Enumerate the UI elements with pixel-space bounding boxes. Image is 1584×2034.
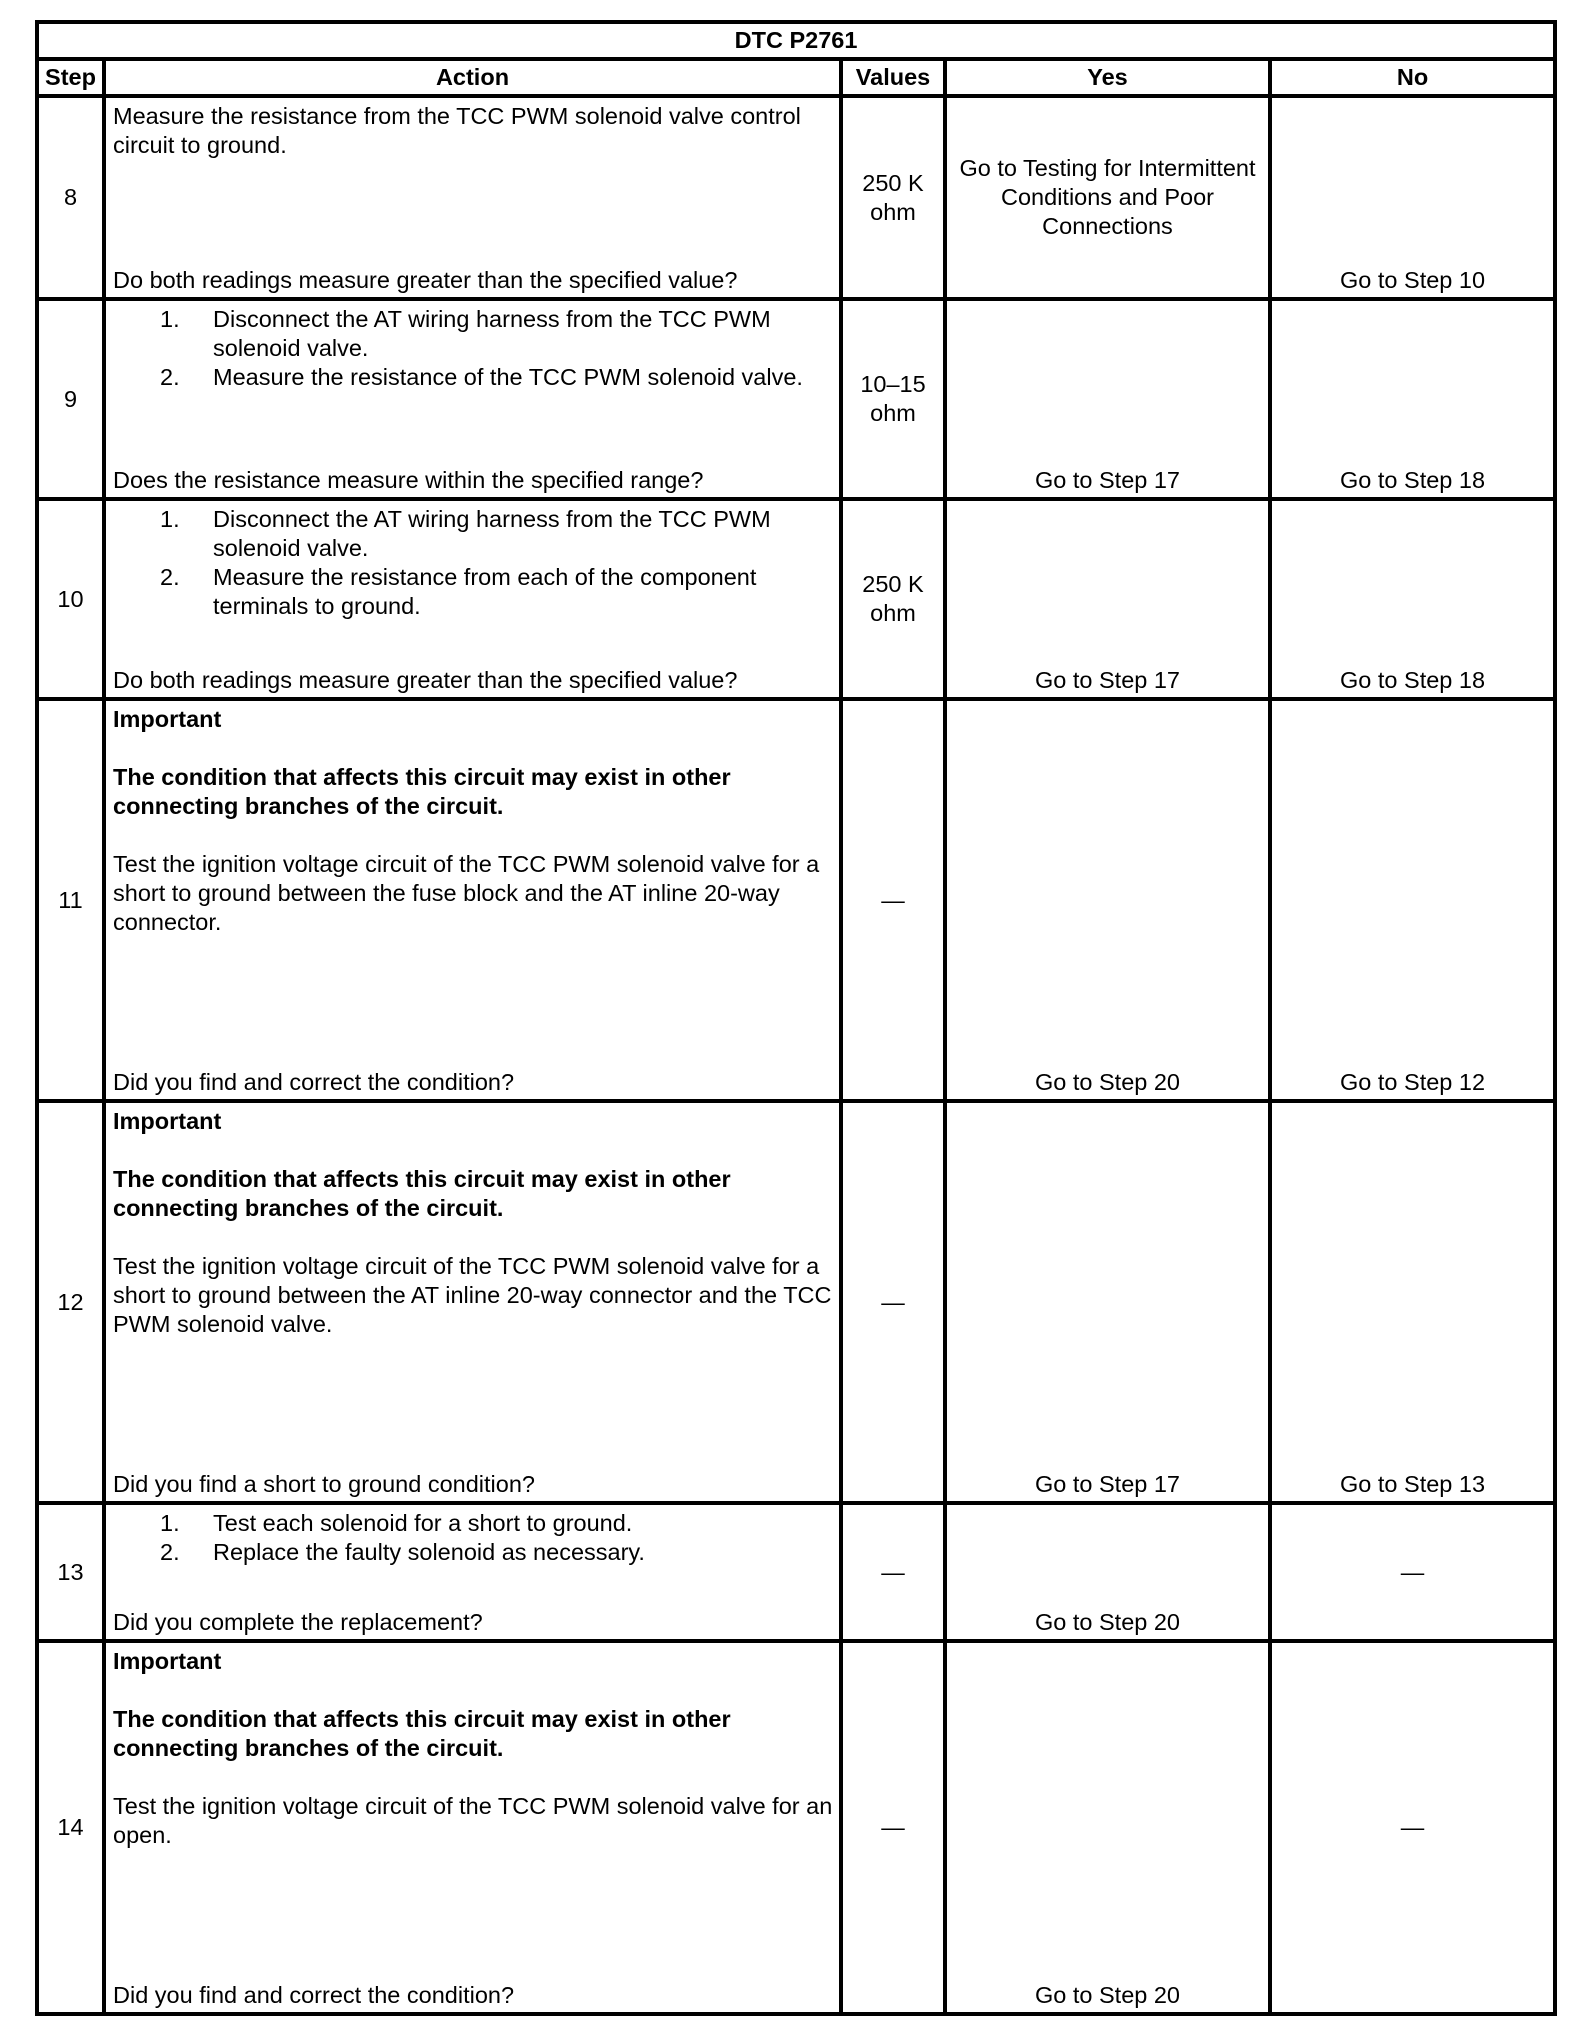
important-label: Important (113, 706, 222, 732)
list-item (160, 305, 833, 363)
list-item (160, 505, 833, 563)
yes-result: Go to Step 20 (1034, 1982, 1181, 2008)
yes-cell (945, 299, 1270, 499)
action-cell (104, 1641, 841, 2014)
step-number: 13 (37, 1503, 104, 1641)
header-action: Action (104, 59, 841, 96)
yes-result: Go to Step 17 (1034, 467, 1181, 493)
action-steps-list (113, 305, 833, 392)
action-cell (104, 299, 841, 499)
no-result: — (1400, 1814, 1425, 1840)
list-item (160, 363, 833, 392)
yes-result: Go to Testing for Intermittent Conditions and Poor Connections (959, 155, 1256, 239)
yes-cell (945, 699, 1270, 1101)
table-row (37, 96, 1555, 299)
list-item-text: Measure the resistance of the TCC PWM solenoid valve. (213, 364, 803, 390)
no-cell (1270, 1641, 1555, 2014)
list-item-text: Test each solenoid for a short to ground. (213, 1510, 633, 1536)
step-number: 9 (37, 299, 104, 499)
list-item-text: Disconnect the AT wiring harness from the TCC PWM solenoid valve. (213, 306, 771, 361)
action-question: Do both readings measure greater than the specified value? (113, 267, 738, 293)
no-cell (1270, 299, 1555, 499)
step-number: 12 (37, 1101, 104, 1503)
header-no: No (1270, 59, 1555, 96)
value-cell: 250 K ohm (841, 499, 945, 699)
yes-cell (945, 1101, 1270, 1503)
yes-cell (945, 1503, 1270, 1641)
value-cell: 10–15 ohm (841, 299, 945, 499)
action-cell (104, 1503, 841, 1641)
action-question: Did you complete the replacement? (113, 1609, 483, 1635)
important-note: The condition that affects this circuit may exist in other connecting branches of the circuit. (113, 1166, 731, 1221)
no-result: Go to Step 18 (1340, 667, 1486, 693)
action-instruction: Test the ignition voltage circuit of the TCC PWM solenoid valve for a short to ground between the AT inline 20-way connector and the TCC PWM solenoid valve. (113, 1253, 832, 1337)
table-row (37, 499, 1555, 699)
important-label: Important (113, 1108, 222, 1134)
step-number: 8 (37, 96, 104, 299)
yes-result: Go to Step 17 (1034, 1471, 1181, 1497)
no-result: Go to Step 18 (1340, 467, 1486, 493)
list-item-text: Measure the resistance from each of the component terminals to ground. (213, 564, 757, 619)
table-row (37, 1503, 1555, 1641)
action-cell (104, 699, 841, 1101)
header-step: Step (37, 59, 104, 96)
list-item-number: 2. (160, 564, 180, 590)
table-row (37, 299, 1555, 499)
action-question: Did you find and correct the condition? (113, 1069, 515, 1095)
yes-result: Go to Step 20 (1034, 1069, 1181, 1095)
no-result: Go to Step 12 (1340, 1069, 1486, 1095)
action-cell (104, 1101, 841, 1503)
yes-result: Go to Step 20 (1034, 1609, 1181, 1635)
table-row (37, 699, 1555, 1101)
action-instruction: Measure the resistance from the TCC PWM solenoid valve control circuit to ground. (113, 103, 801, 158)
list-item-text: Replace the faulty solenoid as necessary. (213, 1539, 645, 1565)
no-result: — (1400, 1558, 1425, 1585)
list-item-number: 1. (160, 506, 180, 532)
action-cell (104, 499, 841, 699)
value-cell: 250 K ohm (841, 96, 945, 299)
action-steps-list (113, 505, 833, 621)
dtc-table (35, 20, 1557, 2016)
list-item-number: 2. (160, 1539, 180, 1565)
table-title: DTC P2761 (37, 22, 1555, 59)
no-cell (1270, 1101, 1555, 1503)
action-instruction: Test the ignition voltage circuit of the TCC PWM solenoid valve for a short to ground between the fuse block and the AT inline 20-way connector. (113, 851, 820, 935)
important-note: The condition that affects this circuit may exist in other connecting branches of the circuit. (113, 764, 731, 819)
list-item (160, 1509, 833, 1538)
yes-cell (945, 1641, 1270, 2014)
no-cell (1270, 1503, 1555, 1641)
step-number: 11 (37, 699, 104, 1101)
list-item (160, 1538, 833, 1567)
yes-result: Go to Step 17 (1034, 667, 1181, 693)
no-result: Go to Step 10 (1340, 267, 1486, 293)
value-cell: — (841, 1101, 945, 1503)
table-row (37, 1641, 1555, 2014)
action-instruction: Test the ignition voltage circuit of the TCC PWM solenoid valve for an open. (113, 1793, 833, 1848)
action-question: Did you find a short to ground condition? (113, 1471, 535, 1497)
value-cell: — (841, 1641, 945, 2014)
no-cell (1270, 96, 1555, 299)
step-number: 14 (37, 1641, 104, 2014)
header-values: Values (841, 59, 945, 96)
important-label: Important (113, 1648, 222, 1674)
header-yes: Yes (945, 59, 1270, 96)
no-cell (1270, 499, 1555, 699)
list-item-number: 2. (160, 364, 180, 390)
important-note: The condition that affects this circuit may exist in other connecting branches of the circuit. (113, 1706, 731, 1761)
list-item-number: 1. (160, 306, 180, 332)
no-cell (1270, 699, 1555, 1101)
action-cell (104, 96, 841, 299)
action-question: Do both readings measure greater than the specified value? (113, 667, 738, 693)
list-item-text: Disconnect the AT wiring harness from the TCC PWM solenoid valve. (213, 506, 771, 561)
table-row (37, 1101, 1555, 1503)
value-cell: — (841, 699, 945, 1101)
value-cell: — (841, 1503, 945, 1641)
action-steps-list (113, 1509, 833, 1567)
no-result: Go to Step 13 (1340, 1471, 1486, 1497)
list-item (160, 563, 833, 621)
action-question: Does the resistance measure within the specified range? (113, 467, 704, 493)
action-question: Did you find and correct the condition? (113, 1982, 515, 2008)
yes-cell (945, 96, 1270, 299)
yes-cell (945, 499, 1270, 699)
list-item-number: 1. (160, 1510, 180, 1536)
step-number: 10 (37, 499, 104, 699)
